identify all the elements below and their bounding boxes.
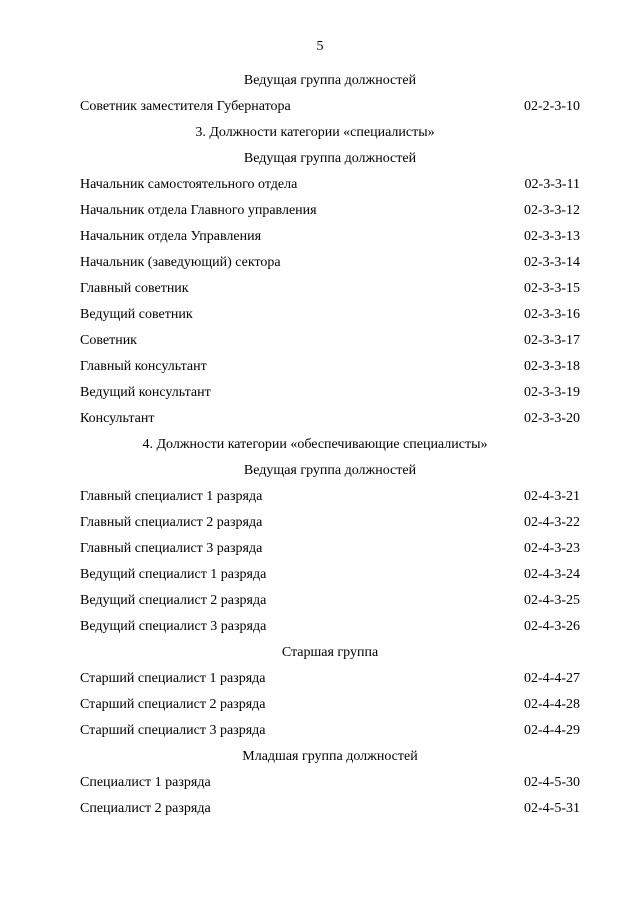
position-title: Специалист 2 разряда xyxy=(80,801,211,816)
position-title: Главный специалист 1 разряда xyxy=(80,489,263,504)
position-title: Главный консультант xyxy=(80,359,207,374)
position-row xyxy=(80,380,580,406)
position-code: 02-3-3-11 xyxy=(524,177,580,192)
group-heading: Ведущая группа должностей xyxy=(243,73,417,88)
position-title: Главный специалист 2 разряда xyxy=(80,515,263,530)
position-row xyxy=(80,250,580,276)
position-code: 02-4-3-25 xyxy=(524,593,580,608)
position-row xyxy=(80,328,580,354)
position-title: Старший специалист 2 разряда xyxy=(80,697,266,712)
group-heading: Ведущая группа должностей xyxy=(243,151,417,166)
position-row xyxy=(80,198,580,224)
page-number: 5 xyxy=(316,39,324,54)
category-heading: 3. Должности категории «специалисты» xyxy=(195,125,435,140)
position-row xyxy=(80,692,580,718)
position-code: 02-3-3-19 xyxy=(524,385,580,400)
position-title: Начальник отдела Главного управления xyxy=(80,203,317,218)
position-title: Советник xyxy=(80,333,137,348)
position-code: 02-3-3-13 xyxy=(524,229,580,244)
position-row xyxy=(80,172,580,198)
position-code: 02-3-3-16 xyxy=(524,307,580,322)
position-title: Советник заместителя Губернатора xyxy=(80,99,291,114)
position-code: 02-3-3-12 xyxy=(524,203,580,218)
position-row xyxy=(80,484,580,510)
position-row xyxy=(80,224,580,250)
position-code: 02-4-3-24 xyxy=(524,567,580,582)
position-title: Главный специалист 3 разряда xyxy=(80,541,263,556)
position-row xyxy=(80,796,580,822)
position-title: Главный советник xyxy=(80,281,189,296)
position-title: Ведущий специалист 3 разряда xyxy=(80,619,267,634)
position-code: 02-3-3-18 xyxy=(524,359,580,374)
position-code: 02-2-3-10 xyxy=(524,99,580,114)
position-code: 02-4-3-23 xyxy=(524,541,580,556)
position-code: 02-4-5-30 xyxy=(524,775,580,790)
position-title: Старший специалист 1 разряда xyxy=(80,671,266,686)
position-title: Начальник отдела Управления xyxy=(80,229,262,244)
position-row xyxy=(80,94,580,120)
position-row xyxy=(80,406,580,432)
position-title: Специалист 1 разряда xyxy=(80,775,211,790)
category-heading: 4. Должности категории «обеспечивающие специалисты» xyxy=(142,437,488,452)
position-row xyxy=(80,354,580,380)
position-row xyxy=(80,588,580,614)
position-row xyxy=(80,276,580,302)
position-title: Ведущий консультант xyxy=(80,385,211,400)
position-code: 02-4-5-31 xyxy=(524,801,580,816)
position-code: 02-4-3-26 xyxy=(524,619,580,634)
position-row xyxy=(80,562,580,588)
position-title: Ведущий специалист 1 разряда xyxy=(80,567,267,582)
position-code: 02-3-3-20 xyxy=(524,411,580,426)
position-title: Начальник (заведующий) сектора xyxy=(80,255,281,270)
position-title: Старший специалист 3 разряда xyxy=(80,723,266,738)
position-row xyxy=(80,718,580,744)
position-row xyxy=(80,770,580,796)
position-code: 02-4-4-27 xyxy=(524,671,580,686)
group-heading: Младшая группа должностей xyxy=(242,749,418,764)
position-title: Начальник самостоятельного отдела xyxy=(80,177,298,192)
position-row xyxy=(80,302,580,328)
position-code: 02-4-4-28 xyxy=(524,697,580,712)
position-code: 02-3-3-14 xyxy=(524,255,580,270)
group-heading: Ведущая группа должностей xyxy=(243,463,417,478)
position-code: 02-3-3-15 xyxy=(524,281,580,296)
position-code: 02-4-3-21 xyxy=(524,489,580,504)
position-title: Ведущий советник xyxy=(80,307,193,322)
position-code: 02-3-3-17 xyxy=(524,333,580,348)
position-title: Консультант xyxy=(80,411,155,426)
position-code: 02-4-4-29 xyxy=(524,723,580,738)
position-row xyxy=(80,614,580,640)
position-row xyxy=(80,536,580,562)
position-row xyxy=(80,666,580,692)
position-title: Ведущий специалист 2 разряда xyxy=(80,593,267,608)
positions-list xyxy=(80,68,580,822)
position-code: 02-4-3-22 xyxy=(524,515,580,530)
position-row xyxy=(80,510,580,536)
group-heading: Старшая группа xyxy=(281,645,379,660)
